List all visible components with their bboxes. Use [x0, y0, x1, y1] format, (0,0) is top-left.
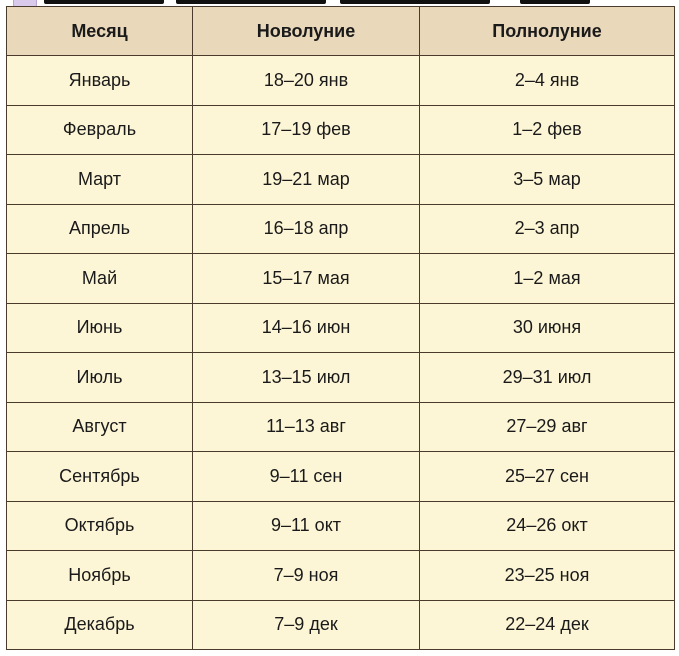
cell-month: Ноябрь: [7, 551, 193, 601]
cell-month: Январь: [7, 56, 193, 106]
header-new-moon: Новолуние: [193, 7, 420, 56]
cell-new-moon: 15–17 мая: [193, 254, 420, 304]
cell-new-moon: 14–16 июн: [193, 303, 420, 353]
cell-full-moon: 27–29 авг: [420, 402, 675, 452]
cell-month: Май: [7, 254, 193, 304]
cell-new-moon: 16–18 апр: [193, 204, 420, 254]
cell-month: Март: [7, 155, 193, 205]
table-row: [7, 254, 675, 304]
cell-full-moon: 1–2 фев: [420, 105, 675, 155]
heading-text-fragment: [520, 0, 590, 4]
cell-month: Декабрь: [7, 600, 193, 650]
cell-full-moon: 2–4 янв: [420, 56, 675, 106]
table-row: [7, 56, 675, 106]
cell-new-moon: 9–11 окт: [193, 501, 420, 551]
cell-new-moon: 11–13 авг: [193, 402, 420, 452]
table-row: [7, 155, 675, 205]
header-month: Месяц: [7, 7, 193, 56]
cell-new-moon: 7–9 дек: [193, 600, 420, 650]
header-row: [7, 7, 675, 56]
cell-full-moon: 29–31 июл: [420, 353, 675, 403]
cell-full-moon: 23–25 ноя: [420, 551, 675, 601]
table-row: [7, 600, 675, 650]
table-row: [7, 551, 675, 601]
cell-full-moon: 3–5 мар: [420, 155, 675, 205]
cell-month: Февраль: [7, 105, 193, 155]
cell-new-moon: 19–21 мар: [193, 155, 420, 205]
cell-month: Апрель: [7, 204, 193, 254]
heading-text-fragment: [176, 0, 326, 4]
cell-full-moon: 30 июня: [420, 303, 675, 353]
cell-month: Июнь: [7, 303, 193, 353]
table-row: [7, 501, 675, 551]
cell-month: Октябрь: [7, 501, 193, 551]
cell-new-moon: 17–19 фев: [193, 105, 420, 155]
table-row: [7, 353, 675, 403]
cell-new-moon: 13–15 июл: [193, 353, 420, 403]
header-full-moon: Полнолуние: [420, 7, 675, 56]
cell-month: Сентябрь: [7, 452, 193, 502]
cell-month: Август: [7, 402, 193, 452]
cell-new-moon: 18–20 янв: [193, 56, 420, 106]
table-row: [7, 402, 675, 452]
heading-text-fragment: [44, 0, 164, 4]
cell-full-moon: 1–2 мая: [420, 254, 675, 304]
cell-month: Июль: [7, 353, 193, 403]
table-row: [7, 452, 675, 502]
cell-full-moon: 22–24 дек: [420, 600, 675, 650]
heading-text-fragment: [340, 0, 490, 4]
cell-full-moon: 2–3 апр: [420, 204, 675, 254]
cell-new-moon: 7–9 ноя: [193, 551, 420, 601]
cell-full-moon: 24–26 окт: [420, 501, 675, 551]
table-row: [7, 204, 675, 254]
table-row: [7, 105, 675, 155]
table-row: [7, 303, 675, 353]
cell-new-moon: 9–11 сен: [193, 452, 420, 502]
lunar-calendar-table: [6, 6, 675, 650]
cell-full-moon: 25–27 сен: [420, 452, 675, 502]
